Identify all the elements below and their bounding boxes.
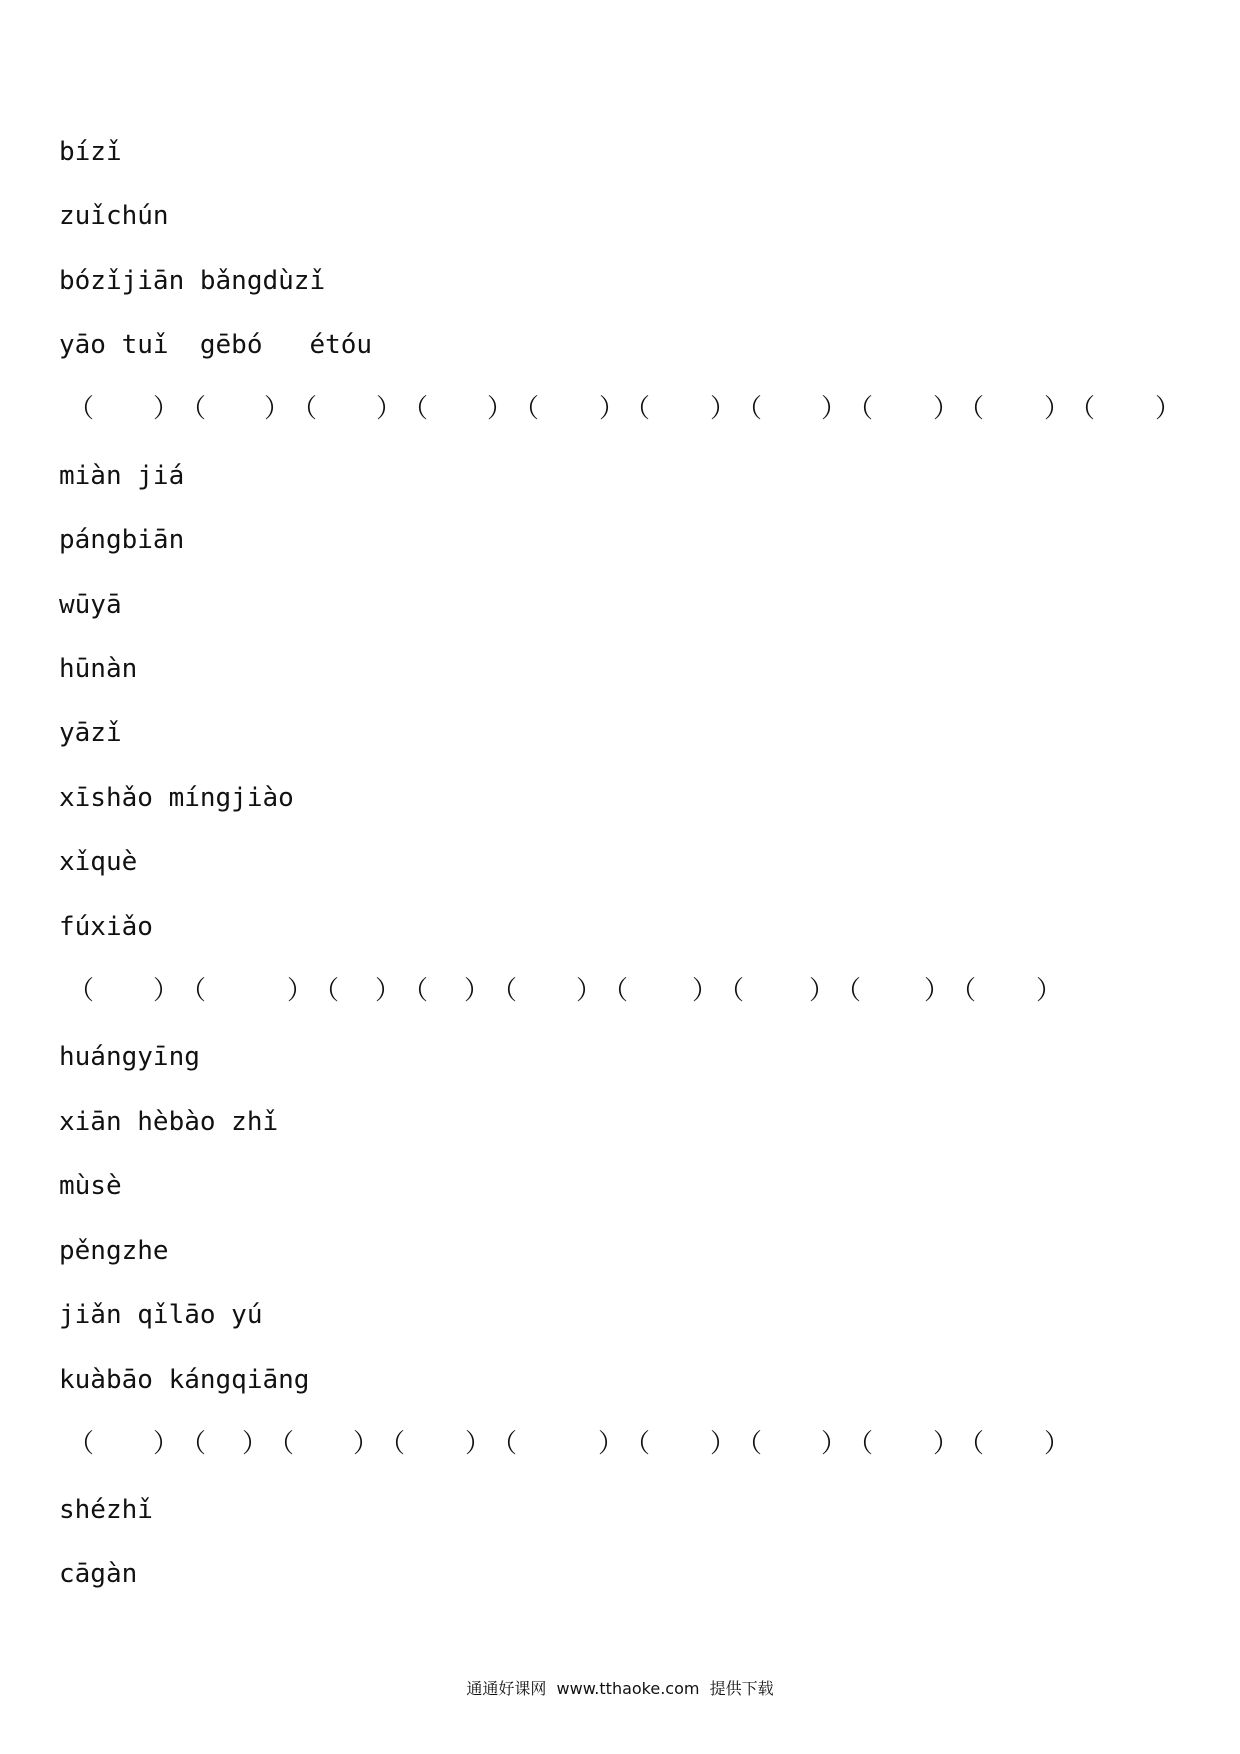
paren-open: （: [958, 1429, 985, 1459]
paren-open: （: [491, 976, 518, 1006]
paren-open: （: [180, 394, 207, 424]
paren-open: （: [513, 394, 540, 424]
paren-close: ）: [576, 976, 603, 1006]
paren-close: ）: [153, 1429, 180, 1459]
answer-paren-row-3: [68, 1424, 1188, 1464]
pinyin-line: bózǐjiān bǎngdùzǐ: [59, 266, 326, 296]
paren-close: ）: [821, 394, 848, 424]
paren-open: （: [736, 394, 763, 424]
pinyin-line: bízǐ: [59, 137, 122, 167]
pinyin-line: miàn jiá: [59, 461, 185, 491]
paren-open: （: [958, 394, 985, 424]
paren-close: ）: [487, 394, 514, 424]
paren-close: ）: [599, 394, 626, 424]
paren-close: ）: [465, 1429, 492, 1459]
answer-paren-row-2: [68, 971, 1188, 1011]
paren-close: ）: [692, 976, 719, 1006]
paren-open: （: [602, 976, 629, 1006]
paren-open: （: [402, 976, 429, 1006]
paren-open: （: [402, 394, 429, 424]
footer-watermark: 通通好课网 www.tthaoke.com 提供下载: [466, 1679, 774, 1698]
pinyin-line: kuàbāo kángqiāng: [59, 1365, 310, 1395]
paren-open: （: [1069, 394, 1096, 424]
paren-open: （: [268, 1429, 295, 1459]
paren-open: （: [624, 394, 651, 424]
paren-open: （: [180, 976, 207, 1006]
paren-open: （: [68, 394, 95, 424]
paren-open: （: [491, 1429, 518, 1459]
paren-open: （: [950, 976, 977, 1006]
pinyin-line: mùsè: [59, 1171, 122, 1201]
paren-open: （: [736, 1429, 763, 1459]
paren-open: （: [847, 394, 874, 424]
paren-close: ）: [1155, 394, 1182, 424]
paren-close: ）: [153, 394, 180, 424]
paren-open: （: [624, 1429, 651, 1459]
paren-open: （: [379, 1429, 406, 1459]
pinyin-line: yāo tuǐ gēbó étóu: [59, 330, 373, 360]
paren-close: ）: [376, 394, 403, 424]
paren-close: ）: [809, 976, 836, 1006]
paren-open: （: [291, 394, 318, 424]
pinyin-line: xīshǎo míngjiào: [59, 783, 294, 813]
pinyin-line: cāgàn: [59, 1559, 138, 1589]
paren-close: ）: [933, 1429, 960, 1459]
pinyin-line: zuǐchún: [59, 201, 169, 231]
paren-open: （: [180, 1429, 207, 1459]
paren-close: ）: [287, 976, 314, 1006]
paren-close: ）: [1044, 1429, 1071, 1459]
pinyin-line: xiān hèbào zhǐ: [59, 1107, 279, 1137]
paren-open: （: [313, 976, 340, 1006]
paren-close: ）: [710, 394, 737, 424]
paren-close: ）: [264, 394, 291, 424]
paren-close: ）: [375, 976, 402, 1006]
paren-open: （: [847, 1429, 874, 1459]
pinyin-line: fúxiǎo: [59, 912, 153, 942]
answer-paren-row-1: [68, 389, 1188, 429]
paren-close: ）: [464, 976, 491, 1006]
paren-open: （: [718, 976, 745, 1006]
paren-close: ）: [153, 976, 180, 1006]
pinyin-line: huángyīng: [59, 1042, 200, 1072]
paren-close: ）: [353, 1429, 380, 1459]
pinyin-line: yāzǐ: [59, 718, 122, 748]
paren-open: （: [835, 976, 862, 1006]
paren-close: ）: [821, 1429, 848, 1459]
pinyin-line: wūyā: [59, 590, 122, 620]
pinyin-line: pěngzhe: [59, 1236, 169, 1266]
paren-close: ）: [710, 1429, 737, 1459]
paren-close: ）: [933, 394, 960, 424]
pinyin-line: jiǎn qǐlāo yú: [59, 1300, 263, 1330]
pinyin-line: xǐquè: [59, 847, 138, 877]
paren-close: ）: [1036, 976, 1063, 1006]
paren-open: （: [68, 976, 95, 1006]
paren-close: ）: [1044, 394, 1071, 424]
paren-close: ）: [242, 1429, 269, 1459]
paren-open: （: [68, 1429, 95, 1459]
paren-close: ）: [924, 976, 951, 1006]
pinyin-line: shézhǐ: [59, 1495, 153, 1525]
paren-close: ）: [598, 1429, 625, 1459]
pinyin-line: hūnàn: [59, 654, 138, 684]
pinyin-line: pángbiān: [59, 525, 185, 555]
